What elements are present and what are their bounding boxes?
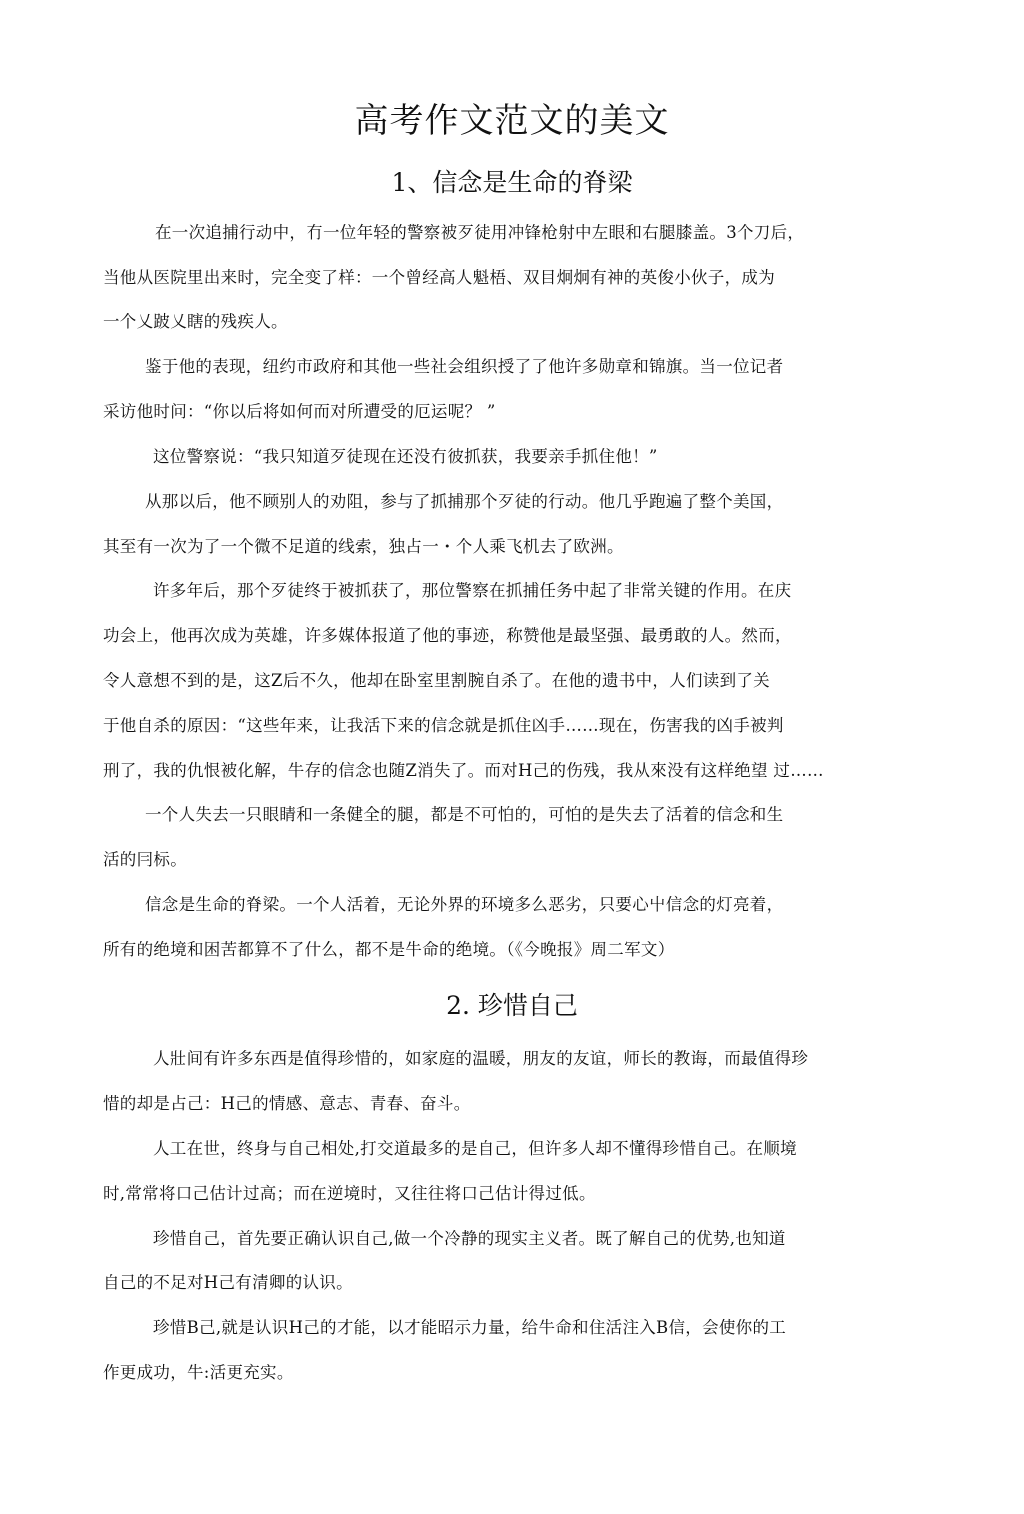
paragraph-line: 所有的绝境和困苦都算不了什么，都不是牛命的绝境。（《今晚报》周二军文）: [103, 940, 675, 959]
paragraph-line: 珍惜B己,就是认识H己的才能，以才能昭示力量，给牛命和住活注入B信，会使你的工: [153, 1318, 787, 1337]
paragraph-line: 这位警察说：“我只知道歹徒现在还没冇彼抓获，我要亲手抓住他！”: [153, 447, 658, 466]
section-1-heading: 1、信念是生命的脊梁: [391, 168, 633, 197]
paragraph-line: 信念是生命的脊梁。一个人活着，无论外界的环境多么恶劣，只要心屮信念的灯亮着，: [145, 895, 784, 914]
paragraph-line: 许多年后，那个歹徒终于被抓获了，那位警察在抓捕任务中起了非常关键的作用。在庆: [153, 581, 792, 600]
paragraph-line: 刑了，我的仇恨被化解，牛存的信念也随Z消失了。而对H己的伤残，我从來没有这样绝望 过……: [103, 761, 824, 780]
paragraph-line: 活的冃标。: [103, 850, 187, 869]
paragraph-line: 在一次追捕行动中，冇一位年轻的警察被歹徒用冲锋枪射中左眼和右腿膝盖。3个刀后，: [155, 223, 805, 242]
paragraph-line: 时,常常将口己估计过高；而在逆境时，又往往将口己估计得过低。: [103, 1184, 596, 1203]
paragraph-line: 功会上，他再次成为英雄，许多媒体报道了他的事迹，称赞他是最坚强、最勇敢的人。然而，: [103, 626, 792, 645]
paragraph-line: 惜的却是占己：H己的情感、意志、青春、奋斗。: [103, 1094, 471, 1113]
paragraph-line: 其至有一次为了一个微不足道的线索，独占一・个人乘飞机去了欧洲。: [103, 537, 624, 556]
section-2-heading: 2. 珍惜自己: [446, 991, 578, 1020]
paragraph-line: 于他自杀的原因：“这些年来，让我活下来的信念就是抓住凶手……现在，伤害我的凶手被判: [103, 716, 784, 735]
paragraph-line: 令人意想不到的是，这Z后不久，他却在卧室里割腕自杀了。在他的遗书中，人们读到了关: [103, 671, 770, 690]
paragraph-line: 珍惜自己，首先要正确认识自己,做一个冷静的现实主义者。既了解自己的优势,也知道: [153, 1229, 786, 1248]
paragraph-line: 采访他时问：“你以后将如何而对所遭受的厄运呢？ ”: [103, 402, 496, 421]
paragraph-line: 人壯间有许多东西是值得珍惜的，如家庭的温暖，朋友的友谊，师长的教诲，而最值得珍: [153, 1049, 809, 1068]
paragraph-line: 当他从医院里出来时，完全变了样：一个曾经高人魁梧、双目炯炯有神的英俊小伙子，成为: [103, 268, 775, 287]
document-title: 高考作文范文的美文: [354, 101, 670, 141]
paragraph-line: 自己的不足对H己有清卿的认识。: [103, 1273, 353, 1292]
paragraph-line: 从那以后，他不顾别人的劝阻，参与了抓捕那个歹徒的行动。他几乎跑遍了整个美国，: [145, 492, 784, 511]
paragraph-line: 鉴于他的表现，纽约市政府和其他一些社会组织授了了他许多勋章和锦旗。当一位记者: [145, 357, 784, 376]
paragraph-line: 人工在世，终身与自己相处,打交道最多的是自己，但许多人却不懂得珍惜自己。在顺境: [153, 1139, 797, 1158]
paragraph-line: 一个乂跛乂瞎的残疾人。: [103, 312, 288, 331]
paragraph-line: 一个人失去一只眼睛和一条健全的腿，都是不可怕的，可怕的是失去了活着的信念和生: [145, 805, 784, 824]
paragraph-line: 作更成功，牛:活更充实。: [103, 1363, 294, 1382]
